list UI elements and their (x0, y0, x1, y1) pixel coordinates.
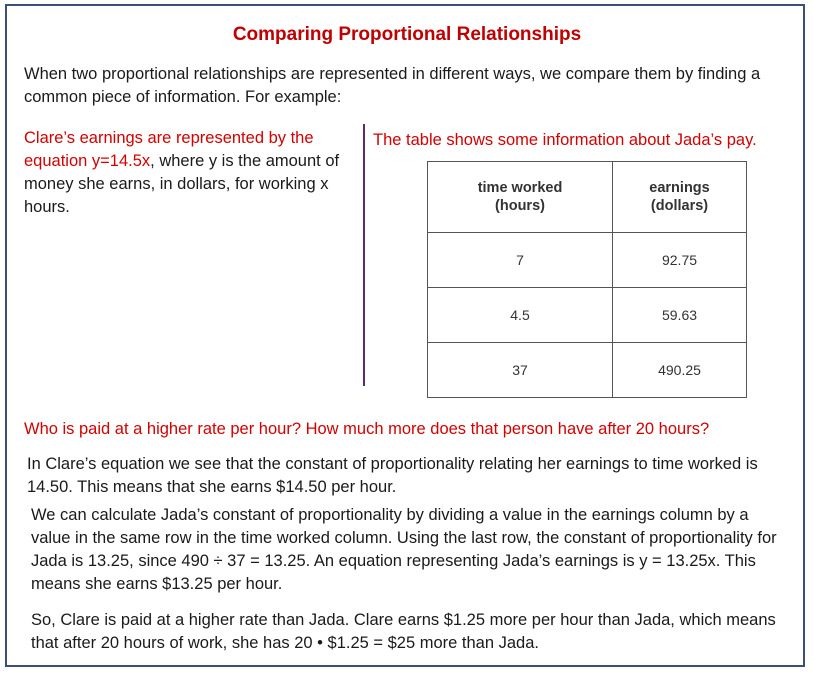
intro-paragraph: When two proportional relationships are represented in different ways, we compare them by finding a common piece of information. For example: (24, 65, 761, 106)
jada-pay-table (427, 161, 747, 398)
table-row (428, 343, 747, 398)
table-row (428, 288, 747, 343)
solution-paragraph-conclusion: So, Clare is paid at a higher rate than Jada. Clare earns $1.25 more per hour than Jada, which means that after 20 hours of work, she has 20 • $1.25 = $25 more than Jada. (31, 611, 776, 652)
jada-table-caption: The table shows some information about Jada’s pay. (373, 131, 757, 149)
solution-paragraph-clare: In Clare’s equation we see that the constant of proportionality relating her earnings to time worked is 14.50. This means that she earns $14.50 per hour. (27, 455, 758, 496)
table-row (428, 233, 747, 288)
table-cell-dollars: 59.63 (613, 288, 747, 343)
header-earnings (613, 162, 747, 233)
table-cell-hours: 37 (428, 343, 613, 398)
vertical-divider (363, 124, 365, 386)
clare-description-rest: , where y is the amount of money she earns, in dollars, for working x hours. (24, 152, 340, 216)
header-time-worked-line1: time worked (477, 180, 563, 196)
page-title: Comparing Proportional Relationships (232, 24, 582, 45)
table-header-row (428, 162, 747, 233)
header-time-worked (428, 162, 613, 233)
header-earnings-line1: earnings (649, 180, 710, 196)
clare-equation-text: Clare’s earnings are represented by the equation y=14.5x (24, 129, 314, 170)
table-cell-hours: 4.5 (428, 288, 613, 343)
header-earnings-line2: (dollars) (650, 198, 709, 214)
question-text: Who is paid at a higher rate per hour? How much more does that person have after 20 hours? (24, 420, 710, 438)
header-time-worked-line2: (hours) (495, 198, 545, 214)
clare-description (24, 127, 359, 219)
table-cell-dollars: 490.25 (613, 343, 747, 398)
table-cell-dollars: 92.75 (613, 233, 747, 288)
solution-paragraph-jada: We can calculate Jada’s constant of proportionality by dividing a value in the earnings column by a value in the same row in the time worked column. Using the last row, the constant of proportionality for Jada is 13.25, since 490 ÷ 37 = 13.25. An equation representing Jada’s earnings is y = 13.25x. This means she earns $13.25 per hour. (31, 506, 777, 593)
table-cell-hours: 7 (428, 233, 613, 288)
